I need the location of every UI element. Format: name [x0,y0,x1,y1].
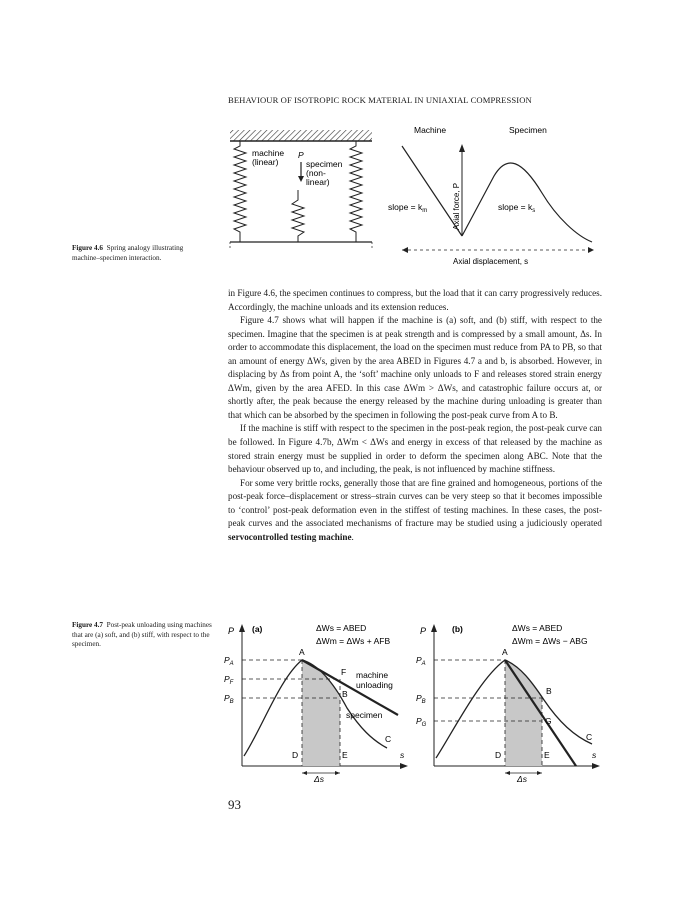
figure-4-7a [222,618,412,783]
a-shaded-area [302,660,340,766]
b-P-axis: P [420,626,427,636]
b-shaded-area [505,660,542,766]
col-specimen: Specimen [509,125,547,135]
a-F: F [341,667,347,677]
x-axis-label: Axial displacement, s [453,257,529,266]
b-eq2: ΔWm = ΔWs − ABG [512,636,588,646]
figure-4-7-caption: Figure 4.7 Post-peak unloading using machines that are (a) soft, and (b) stiff, with respect to the specimen. [72,621,212,648]
disp-arrow-left [402,247,408,253]
label-specimen: specimen [306,159,343,169]
a-D: D [292,750,299,760]
a-C: C [385,734,392,744]
a-panel: (a) [252,624,263,634]
b-G: G [545,716,552,726]
specimen-spring [292,190,304,242]
machine-spring-right [350,141,362,242]
a-PB: $P_B$ [224,693,234,705]
machine-spring-left [234,141,246,242]
a-s: s [400,750,405,760]
b-ds: Δs [517,774,527,783]
a-eq1: ΔWs = ABED [316,623,367,633]
b-C: C [586,732,593,742]
slope-s: slope = $k_s$ [498,202,536,214]
running-header: BEHAVIOUR OF ISOTROPIC ROCK MATERIAL IN UNIAXIAL COMPRESSION [228,95,532,105]
a-y-arrow [239,624,245,632]
b-A: A [502,647,508,657]
figure-4-6 [222,118,622,268]
b-panel: (b) [452,624,463,634]
body-text [228,287,602,544]
a-E: E [342,750,348,760]
label-linear: (linear) [252,157,279,167]
y-axis-label: Axial force, P [452,182,461,230]
a-eq2: ΔWm = ΔWs + AFB [316,636,391,646]
fixed-plate-hatch [230,130,372,141]
a-B: B [342,689,348,699]
a-PA: $P_A$ [224,655,234,667]
paragraph-1: in Figure 4.6, the specimen continues to compress, but the load that it can carry progressively reduces. Accordingly, the machine unloads and its extension reduces. [228,288,602,312]
slope-m: slope = $k_m$ [388,202,428,214]
bold-term: servocontrolled testing machine [228,531,352,542]
b-PB: $P_B$ [416,693,426,705]
b-s: s [592,750,597,760]
a-PF: $P_F$ [224,674,234,686]
a-x-arrow [400,763,408,769]
a-A: A [299,647,305,657]
paragraph-3: If the machine is stiff with respect to the specimen in the post-peak region, the post-peak curve can be followed. In Figure 4.7b, ΔWm < ΔWs and energy in excess of that released by the machine as stored strain energy must be supplied in order to deform the specimen along ABC. Note that the behaviour observed up to, and including, the peak, is not influenced by machine stiffness. [228,423,602,475]
load-arrowhead [298,176,304,182]
a-specimen: specimen [346,710,383,720]
b-eq1: ΔWs = ABED [512,623,563,633]
figure-4-6-caption: Figure 4.6 Spring analogy illustrating machine–specimen interaction. [72,244,184,262]
b-B: B [546,686,552,696]
label-machine: machine [252,148,285,158]
b-PA: $P_A$ [416,655,426,667]
a-machine-unloading-1: machine [356,670,389,680]
b-PG: $P_G$ [416,716,427,728]
disp-arrow-right [588,247,594,253]
a-ds: Δs [314,774,324,783]
page-number: 93 [228,797,241,812]
label-nonlinear-1: (non- [306,168,326,178]
a-P-axis: P [228,626,235,636]
a-machine-unloading-2: unloading [356,680,393,690]
paragraph-4: For some very brittle rocks, generally those that are fine grained and homogeneous, portions of the post-peak force–displacement or stress–strain curves can be very steep so that it becomes impossible to ‘control’ post-peak deformation even in the stiffest of testing machines. In these cases, the post-peak curves and the associated mechanisms of fracture may be studied using a judiciously operated servocontrolled testing machine. [228,477,602,542]
label-P: P [298,150,304,160]
axis-y-arrow [459,144,465,152]
label-nonlinear-2: linear) [306,177,330,187]
b-E: E [544,750,550,760]
figure-4-7b [414,618,604,783]
b-D: D [495,750,502,760]
col-machine: Machine [414,125,447,135]
paragraph-2: Figure 4.7 shows what will happen if the machine is (a) soft, and (b) stiff, with respect to the specimen. Imagine that the specimen is at peak strength and is compressed by a small amount, Δs. In order to accommodate this displacement, the load on the specimen must reduce from PA to PB, so that an amount of energy ΔWs, given by the area ABED in Figures 4.7 a and b, is absorbed. However, in displacing by Δs from point A, the ‘soft’ machine only unloads to F and releases stored strain energy ΔWm, given by the area AFED. In this case ΔWm > ΔWs, and catastrophic failure occurs at, or shortly after, the peak because the energy released by the machine during unloading is greater than that which can be absorbed by the specimen in following the post-peak curve from A to B. [228,315,602,420]
